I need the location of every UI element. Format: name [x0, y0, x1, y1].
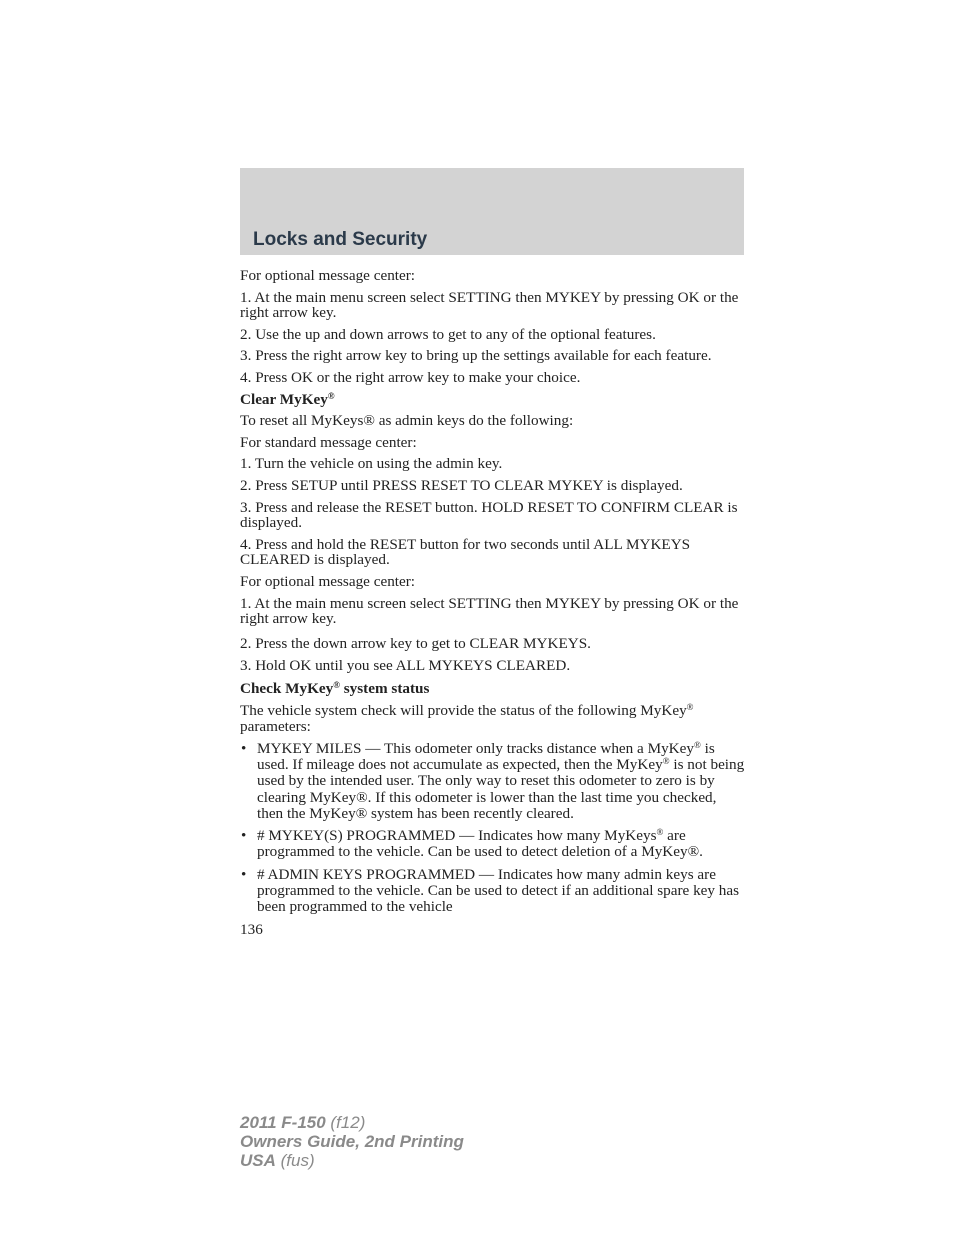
- footer-line: [240, 1151, 464, 1170]
- text: # MYKEY(S) PROGRAMMED — Indicates how many MyKeys: [257, 827, 657, 845]
- paragraph: 1. At the main menu screen select SETTING then MYKEY by pressing OK or the right arrow key.: [240, 594, 739, 628]
- text: MYKEY MILES — This odometer only tracks distance when a MyKey: [257, 739, 694, 757]
- page-body: [240, 268, 746, 943]
- footer-line: [240, 1113, 464, 1132]
- registered-mark: ®: [363, 412, 375, 430]
- text: To reset all MyKeys: [240, 412, 364, 430]
- text: is used. If mileage does not accumulate as expected, then the MyKey: [257, 739, 715, 773]
- subheading-check-mykey: [240, 681, 746, 697]
- registered-mark: ®: [333, 679, 340, 690]
- paragraph: For optional message center:: [240, 267, 416, 284]
- paragraph: 4. Press OK or the right arrow key to make your choice.: [240, 368, 581, 386]
- text: are programmed to the vehicle. Can be used to detect deletion of a MyKey: [257, 827, 688, 861]
- registered-mark: ®: [693, 739, 701, 750]
- footer-edition: Owners Guide, 2nd Printing: [240, 1132, 464, 1151]
- paragraph: 1. At the main menu screen select SETTING then MYKEY by pressing OK or the right arrow key.: [240, 288, 739, 322]
- list-item: [240, 741, 746, 822]
- list-item: • # ADMIN KEYS PROGRAMMED — Indicates how many admin keys are programmed to the vehicle. Can be used to detect if an additional spare key has been programmed to the vehicle: [240, 867, 746, 916]
- registered-mark: ®: [662, 755, 670, 766]
- registered-mark: ®: [327, 390, 335, 401]
- document-footer: [240, 1113, 464, 1170]
- subheading-text: system status: [339, 679, 430, 697]
- text: as admin keys do the following:: [374, 412, 574, 430]
- text: system has been recently cleared.: [367, 804, 574, 822]
- paragraph: 3. Press and release the RESET button. HOLD RESET TO CONFIRM CLEAR is displayed.: [240, 498, 738, 532]
- footer-region: USA: [240, 1151, 276, 1170]
- registered-mark: ®: [355, 804, 368, 822]
- footer-code: (f12): [325, 1113, 366, 1132]
- subheading-clear-mykey: [240, 392, 746, 408]
- paragraph: 4. Press and hold the RESET button for two seconds until ALL MYKEYS CLEARED is displayed.: [240, 535, 691, 569]
- paragraph: 2. Use the up and down arrows to get to any of the optional features.: [240, 325, 656, 343]
- subheading-text: Clear MyKey: [240, 390, 328, 408]
- subheading-text: Check MyKey: [240, 679, 334, 697]
- footer-line: [240, 1132, 464, 1151]
- registered-mark: ®: [656, 827, 664, 838]
- footer-model: 2011 F-150: [240, 1113, 326, 1132]
- paragraph: 2. Press SETUP until PRESS RESET TO CLEAR MYKEY is displayed.: [240, 476, 683, 494]
- text: is not being used by the intended user. The only way to reset this odometer to zero is by clearing MyKey: [257, 755, 745, 806]
- paragraph: [240, 703, 746, 734]
- paragraph: [240, 413, 746, 429]
- page-number: 136: [240, 920, 263, 938]
- paragraph: 1. Turn the vehicle on using the admin key.: [240, 455, 503, 473]
- registered-mark: ®: [687, 843, 700, 861]
- paragraph: For standard message center:: [240, 433, 417, 451]
- footer-code: (fus): [275, 1151, 315, 1170]
- paragraph: For optional message center:: [240, 572, 416, 590]
- registered-mark: ®: [356, 788, 368, 806]
- text: parameters:: [240, 718, 311, 736]
- text: . If this odometer is lower than the last time you checked, then the MyKey: [257, 788, 717, 822]
- paragraph: 2. Press the down arrow key to get to CLEAR MYKEYS.: [240, 634, 591, 652]
- section-title: Locks and Security: [253, 229, 428, 250]
- text: .: [699, 843, 703, 861]
- text: The vehicle system check will provide the status of the following MyKey: [240, 702, 687, 720]
- list-item: [240, 828, 746, 861]
- paragraph: 3. Hold OK until you see ALL MYKEYS CLEARED.: [240, 657, 571, 675]
- section-header: [240, 168, 744, 255]
- paragraph: 3. Press the right arrow key to bring up the settings available for each feature.: [240, 347, 712, 365]
- registered-mark: ®: [686, 702, 694, 713]
